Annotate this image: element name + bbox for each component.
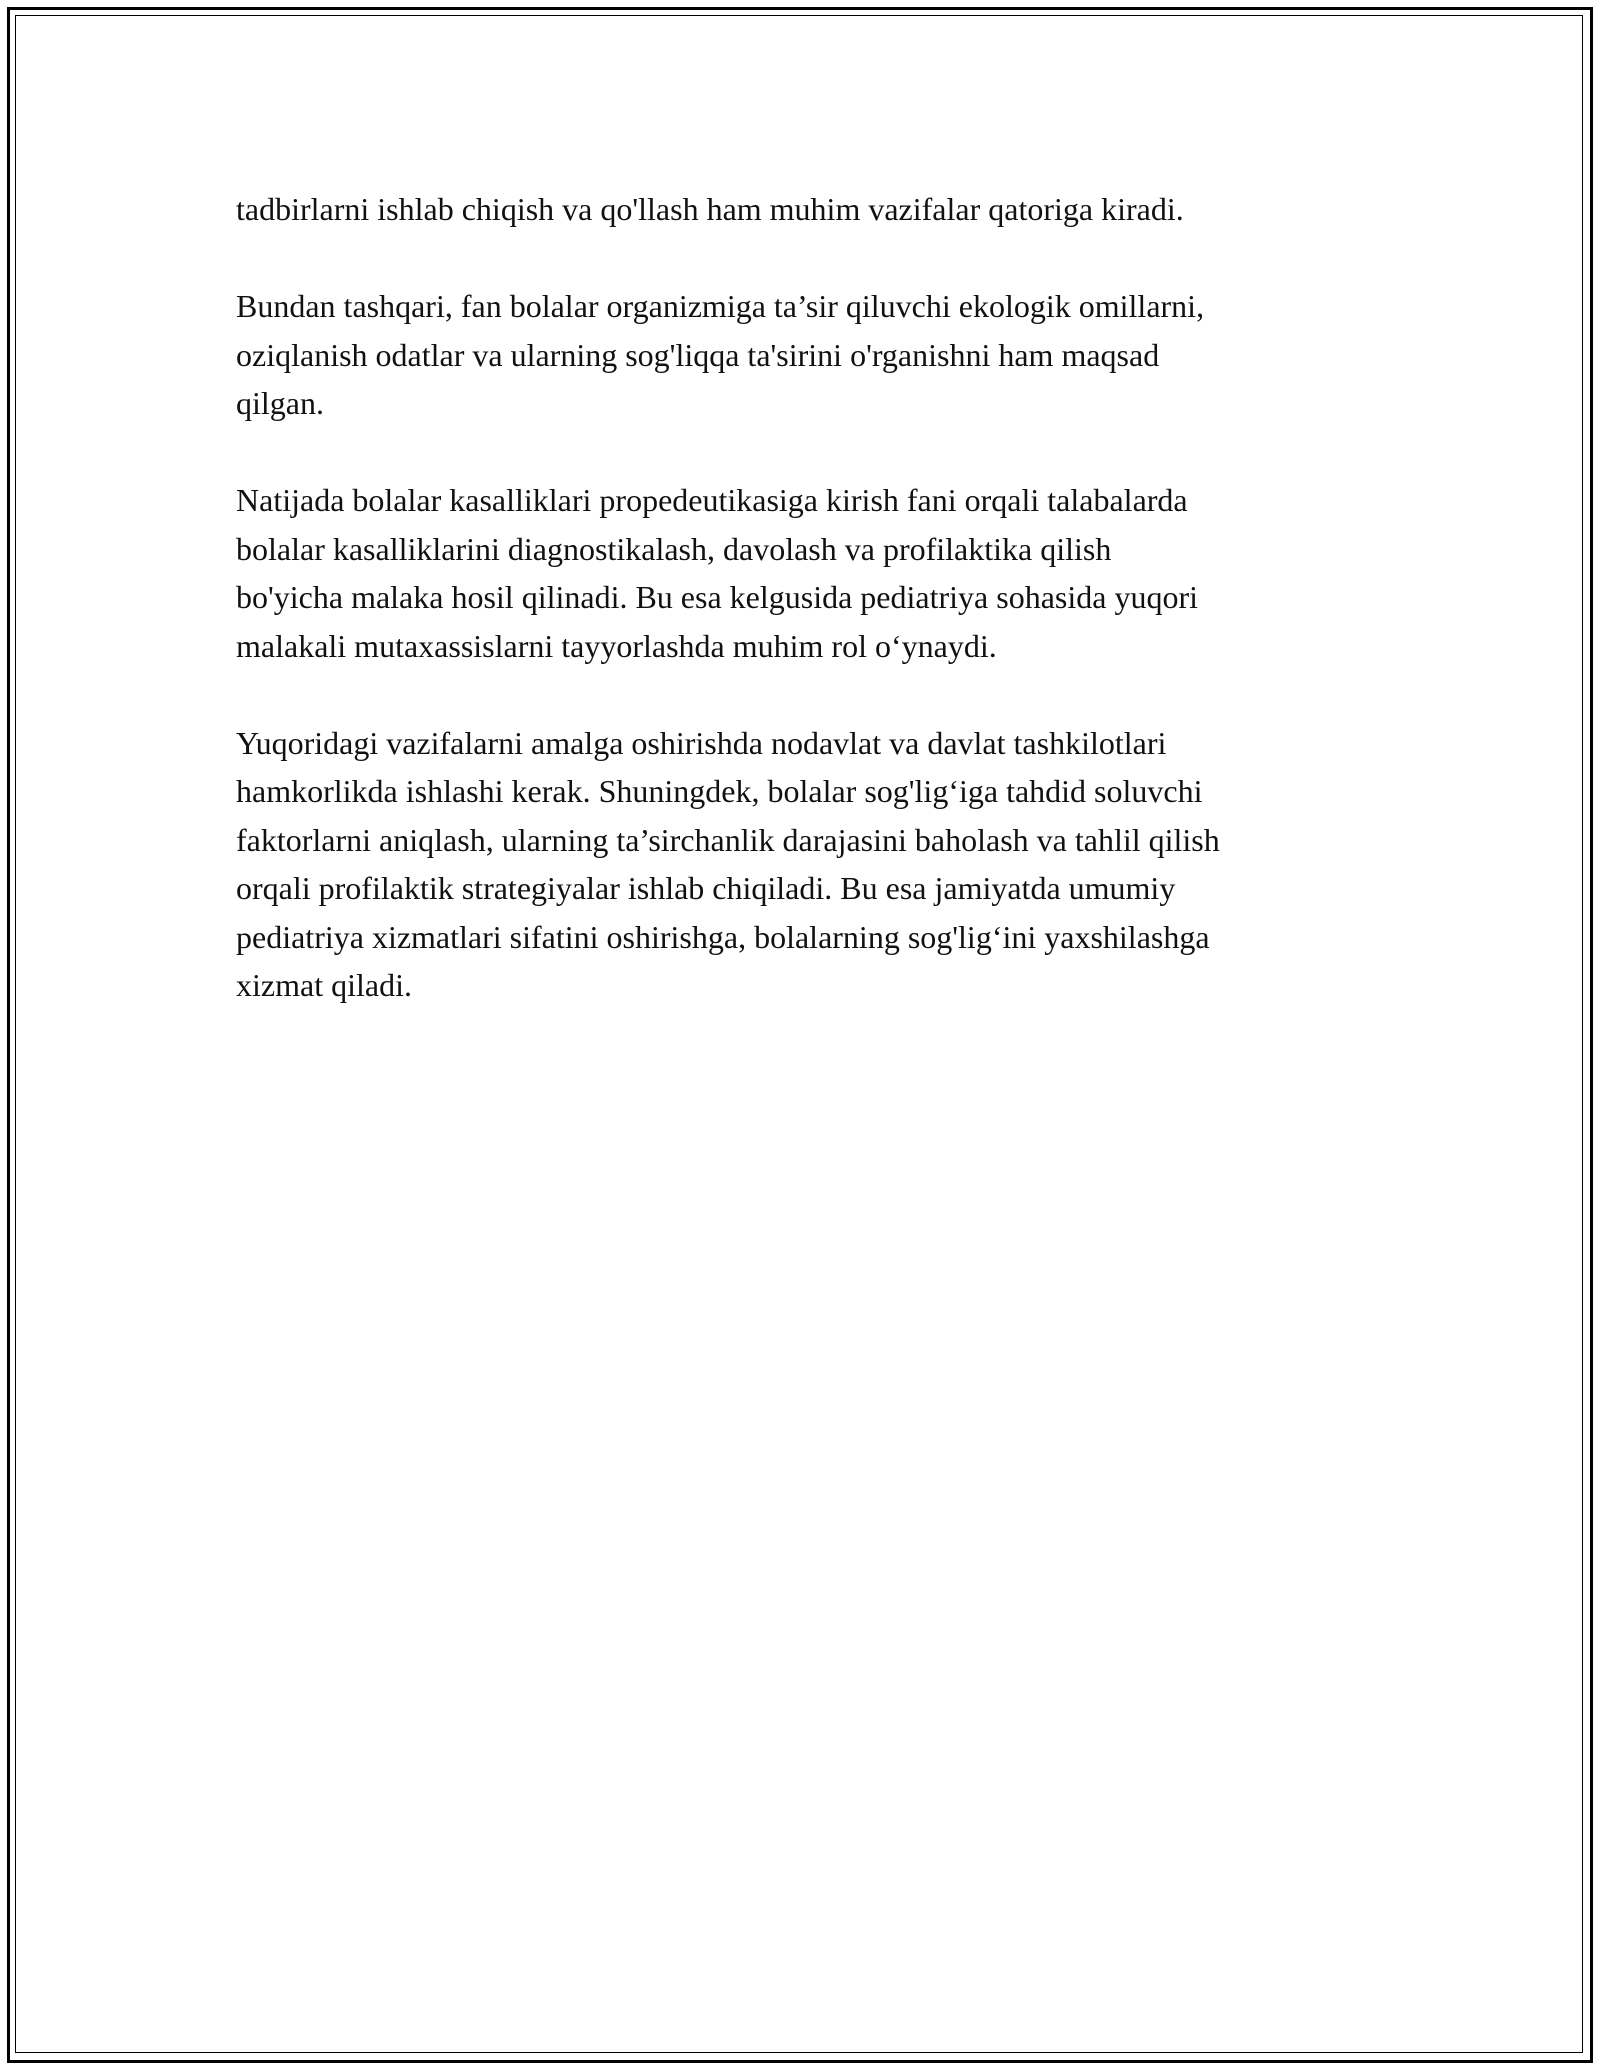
- text-line: pediatriya xizmatlari sifatini oshirishga, bolalarning sog'lig‘ini yaxshilashga: [236, 918, 1210, 955]
- text-line: Natijada bolalar kasalliklari propedeutikasiga kirish fani orqali talabalarda: [236, 482, 1188, 518]
- paragraph-1: [236, 185, 1376, 234]
- paragraph-3: [236, 476, 1376, 670]
- document-body: [236, 185, 1376, 1058]
- text-line: Yuqoridagi vazifalarni amalga oshirishda nodavlat va davlat tashkilotlari: [236, 724, 1167, 761]
- text-line: qilgan.: [236, 385, 324, 421]
- text-line: faktorlarni aniqlash, ularning ta’sirchanlik darajasini baholash va tahlil qilish: [236, 821, 1220, 858]
- text-line: xizmat qiladi.: [236, 967, 412, 1003]
- paragraph-2: [236, 282, 1376, 428]
- paragraph-4: [236, 719, 1376, 1010]
- text-line: oziqlanish odatlar va ularning sog'liqqa ta'sirini o'rganishni ham maqsad: [236, 336, 1160, 373]
- text-line: bo'yicha malaka hosil qilinadi. Bu esa kelgusida pediatriya sohasida yuqori: [236, 579, 1198, 615]
- text-line: malakali mutaxassislarni tayyorlashda muhim rol o‘ynaydi.: [236, 627, 997, 664]
- text-line: orqali profilaktik strategiyalar ishlab chiqiladi. Bu esa jamiyatda umumiy: [236, 870, 1176, 906]
- text-line: tadbirlarni ishlab chiqish va qo'llash ham muhim vazifalar qatoriga kiradi.: [236, 191, 1184, 227]
- text-line: hamkorlikda ishlashi kerak. Shuningdek, bolalar sog'lig‘iga tahdid soluvchi: [236, 773, 1203, 809]
- text-line: Bundan tashqari, fan bolalar organizmiga ta’sir qiluvchi ekologik omillarni,: [236, 288, 1205, 324]
- text-line: bolalar kasalliklarini diagnostikalash, davolash va profilaktika qilish: [236, 530, 1112, 567]
